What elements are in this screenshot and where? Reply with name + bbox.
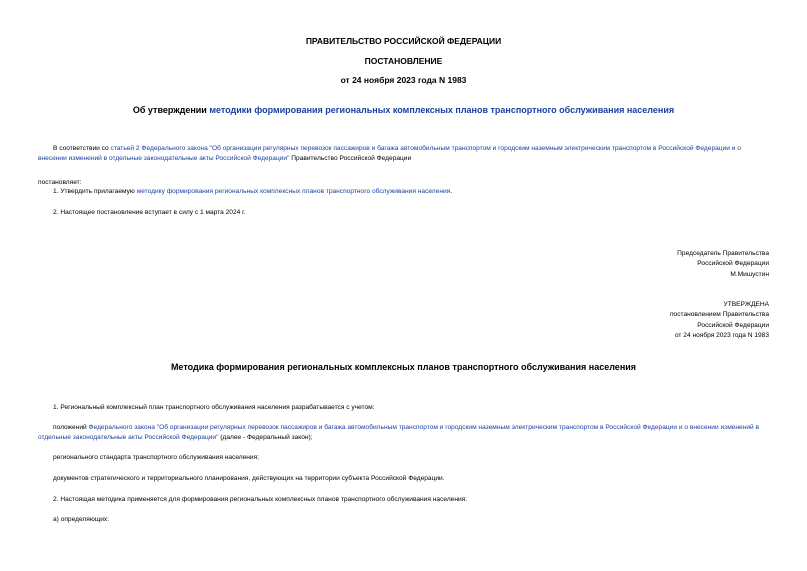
title-methodology-link[interactable]: методики формирования региональных комплексных планов транспортного обслуживания населения — [209, 105, 675, 115]
approval-line-2: постановлением Правительства — [669, 311, 769, 319]
item-1-tail: . — [450, 188, 453, 195]
item-1-methodology-link[interactable]: методику формирования региональных комплексных планов транспортного обслуживания населения — [136, 188, 451, 195]
p2-lead: положений — [53, 424, 89, 431]
methodology-p1: 1. Региональный комплексный план транспортного обслуживания населения разрабатывается с учетом: — [53, 404, 375, 411]
document-type: ПОСТАНОВЛЕНИЕ — [364, 56, 443, 66]
preamble-paragraph — [38, 144, 771, 164]
approval-line-3: Российской Федерации — [697, 321, 769, 329]
item-1-lead: 1. Утвердить прилагаемую — [53, 188, 137, 195]
federal-law-article-link[interactable]: статьей 2 Федерального закона "Об организации регулярных перевозок пассажиров и багажа автомобильным транспортом и городским наземным электрическим транспортом в Российской Федерации и о внесении изменений в отдельные законодательные акты Российской Федерации" — [38, 145, 741, 162]
methodology-title: Методика формирования региональных комплексных планов транспортного обслуживания населения — [170, 362, 637, 372]
document-date-number: от 24 ноября 2023 года N 1983 — [340, 75, 467, 85]
item-1 — [53, 187, 452, 197]
methodology-p5: 2. Настоящая методика применяется для формирования региональных комплексных планов транспортного обслуживания населения: — [53, 496, 468, 503]
signature-block — [677, 249, 769, 280]
approval-block — [670, 300, 769, 342]
approval-line-1: УТВЕРЖДЕНА — [723, 301, 769, 308]
methodology-p6: а) определяющих: — [53, 516, 110, 523]
p2-tail: (далее - Федеральный закон); — [218, 433, 313, 441]
federal-law-link[interactable]: Федерального закона "Об организации регулярных перевозок пассажиров и багажа автомобильным транспортом и городским наземным электрическим транспортом в Российской Федерации и о внесении изменений в отдельные законодательные акты Российской Федерации" — [38, 424, 760, 441]
methodology-p2 — [38, 423, 771, 443]
government-heading: ПРАВИТЕЛЬСТВО РОССИЙСКОЙ ФЕДЕРАЦИИ — [305, 36, 502, 46]
signature-line-2: Российской Федерации — [697, 260, 769, 268]
approval-line-4: от 24 ноября 2023 года N 1983 — [674, 332, 769, 340]
preamble-lead: В соответствии со — [53, 145, 111, 152]
resolves-text: постановляет: — [38, 179, 82, 186]
methodology-p3: регионального стандарта транспортного обслуживания населения; — [53, 454, 260, 461]
signature-line-3: М.Мишустин — [730, 270, 769, 278]
title-prefix: Об утверждении — [132, 105, 210, 115]
item-2: 2. Настоящее постановление вступает в силу с 1 марта 2024 г. — [53, 209, 246, 216]
methodology-p4: документов стратегического и территориального планирования, действующих на территории субъекта Российской Федерации. — [53, 475, 445, 482]
document-title — [0, 105, 807, 115]
preamble-tail: Правительство Российской Федерации — [289, 154, 412, 162]
signature-line-1: Председатель Правительства — [677, 250, 769, 257]
